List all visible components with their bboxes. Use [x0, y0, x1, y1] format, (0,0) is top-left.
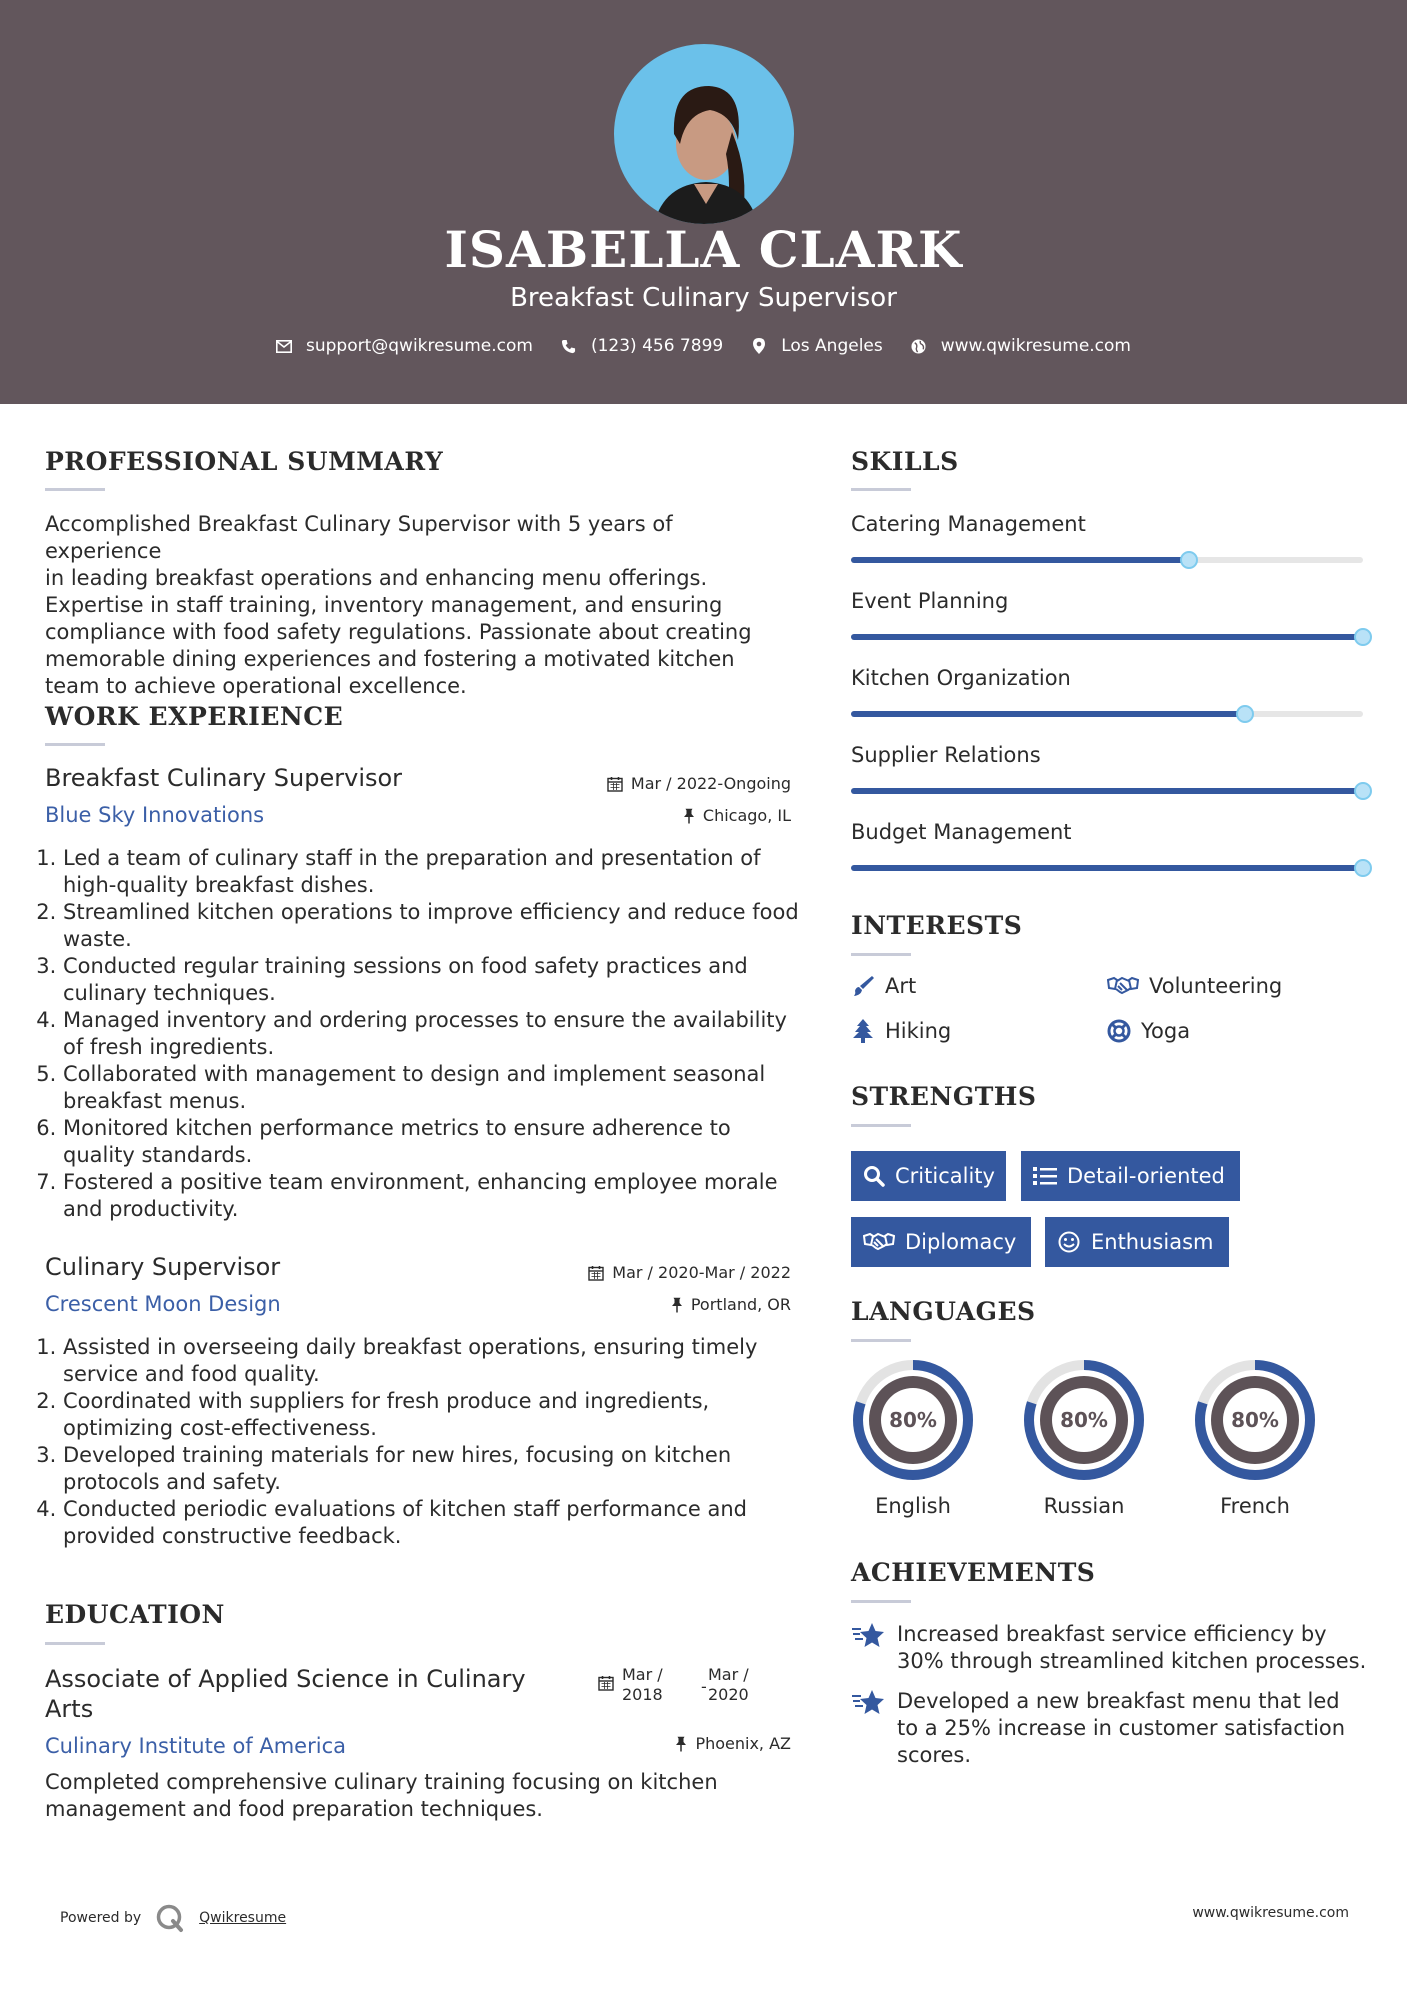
contact-bar	[0, 336, 1407, 356]
summary-line: memorable dining experiences and fostering a motivated kitchen	[45, 647, 735, 671]
location-text: Los Angeles	[781, 336, 883, 356]
list-item: 2. Streamlined kitchen operations to improve efficiency and reduce food waste.	[63, 899, 805, 953]
summary-line: Expertise in staff training, inventory management, and ensuring	[45, 593, 723, 617]
lifebuoy-icon	[1107, 1019, 1131, 1043]
skill-level-fill	[851, 788, 1363, 794]
education-description: Completed comprehensive culinary training focusing on kitchen management and food preparation techniques.	[45, 1770, 718, 1821]
strength-tag-detail-oriented: Detail-oriented	[1021, 1151, 1240, 1201]
skill-level-bar	[851, 788, 1363, 794]
skill-level-knob	[1354, 782, 1372, 800]
achievements-divider	[851, 1600, 911, 1603]
skill-level-fill	[851, 557, 1189, 563]
degree-title: Associate of Applied Science in Culinary Arts	[45, 1665, 526, 1723]
pushpin-icon	[683, 808, 695, 824]
skill-level-knob	[1180, 551, 1198, 569]
job-location: Portland, OR	[671, 1295, 791, 1314]
list-item: 4. Conducted periodic evaluations of kitchen staff performance and provided constructive feedback.	[63, 1496, 785, 1550]
interests-heading: INTERESTS	[851, 911, 1023, 940]
skill-level-bar	[851, 865, 1363, 871]
summary-line: in leading breakfast operations and enhancing menu offerings.	[45, 566, 708, 590]
interest-item-volunteering: Volunteering	[1107, 974, 1282, 998]
company-name[interactable]: Blue Sky Innovations	[45, 803, 265, 827]
skill-label: Catering Management	[851, 512, 1086, 536]
experience-divider	[45, 743, 105, 746]
achievement-item: Developed a new breakfast menu that led to a 25% increase in customer satisfaction scores.	[851, 1688, 1371, 1769]
language-label: Russian	[1043, 1494, 1125, 1518]
map-pin-icon	[751, 338, 767, 354]
summary-divider	[45, 488, 105, 491]
list-item: 1. Assisted in overseeing daily breakfast operations, ensuring timely service and food quality.	[63, 1334, 785, 1388]
skill-label: Supplier Relations	[851, 743, 1041, 767]
languages-heading: LANGUAGES	[851, 1297, 1036, 1326]
summary-line: compliance with food safety regulations. Passionate about creating	[45, 620, 752, 644]
language-gauge	[1022, 1358, 1146, 1486]
handshake-icon	[1107, 974, 1139, 998]
summary-text	[45, 511, 795, 700]
star-icon	[851, 1688, 885, 1718]
tree-icon	[851, 1019, 875, 1043]
language-gauge	[1193, 1358, 1317, 1486]
footer-website[interactable]: www.qwikresume.com	[1192, 1905, 1349, 1921]
summary-heading: PROFESSIONAL SUMMARY	[45, 447, 444, 476]
language-label: English	[875, 1494, 951, 1518]
skill-level-bar	[851, 634, 1363, 640]
languages-divider	[851, 1339, 911, 1342]
strengths-heading: STRENGTHS	[851, 1082, 1037, 1111]
language-percent: 80%	[1231, 1408, 1279, 1432]
list-item: 3. Developed training materials for new hires, focusing on kitchen protocols and safety.	[63, 1442, 785, 1496]
list-item: 6. Monitored kitchen performance metrics to ensure adherence to quality standards.	[63, 1115, 805, 1169]
list-item: 2. Coordinated with suppliers for fresh produce and ingredients, optimizing cost-effectiveness.	[63, 1388, 785, 1442]
skill-level-fill	[851, 634, 1363, 640]
strength-tag-criticality: Criticality	[851, 1151, 1006, 1201]
experience-heading: WORK EXPERIENCE	[45, 702, 344, 731]
paintbrush-icon	[851, 974, 875, 998]
school-name[interactable]: Culinary Institute of America	[45, 1734, 346, 1758]
skill-label: Kitchen Organization	[851, 666, 1071, 690]
achievement-item: Increased breakfast service efficiency by 30% through streamlined kitchen processes.	[851, 1621, 1371, 1675]
list-item: 5. Collaborated with management to design and implement seasonal breakfast menus.	[63, 1061, 805, 1115]
language-percent: 80%	[889, 1408, 937, 1432]
summary-line: team to achieve operational excellence.	[45, 674, 467, 698]
job-bullets	[45, 1334, 785, 1550]
interest-item-yoga: Yoga	[1107, 1019, 1190, 1043]
resume-header	[0, 0, 1407, 404]
skill-level-fill	[851, 711, 1245, 717]
strength-tag-diplomacy: Diplomacy	[851, 1217, 1031, 1267]
education-divider	[45, 1642, 105, 1645]
education-heading: EDUCATION	[45, 1600, 225, 1629]
list-item: 3. Conducted regular training sessions on food safety practices and culinary techniques.	[63, 953, 805, 1007]
skill-level-knob	[1354, 859, 1372, 877]
skill-level-knob	[1354, 628, 1372, 646]
contact-phone[interactable]	[561, 336, 723, 356]
skill-level-knob	[1236, 705, 1254, 723]
skill-level-bar	[851, 711, 1363, 717]
strengths-divider	[851, 1124, 911, 1127]
pushpin-icon	[671, 1297, 683, 1313]
interests-divider	[851, 953, 911, 956]
calendar-icon	[607, 776, 623, 792]
globe-icon	[911, 338, 927, 354]
contact-location	[751, 336, 883, 356]
profile-photo	[614, 44, 794, 224]
list-item: 1. Led a team of culinary staff in the preparation and presentation of high-quality breakfast dishes.	[63, 845, 805, 899]
interest-item-art: Art	[851, 974, 916, 998]
language-percent: 80%	[1060, 1408, 1108, 1432]
job-dates: Mar / 2020-Mar / 2022	[588, 1263, 791, 1282]
skill-level-bar	[851, 557, 1363, 563]
skill-level-fill	[851, 865, 1363, 871]
footer-powered-by: Powered by Qwikresume	[60, 1903, 286, 1933]
language-gauge	[851, 1358, 975, 1486]
list-item: 7. Fostered a positive team environment, enhancing employee morale and productivity.	[63, 1169, 805, 1223]
job-dates: Mar / 2022-Ongoing	[607, 774, 791, 793]
qwikresume-logo-icon	[155, 1903, 185, 1933]
edu-location: Phoenix, AZ	[675, 1734, 791, 1753]
edu-end-date: Mar / 2020	[708, 1665, 749, 1704]
edu-start-date: Mar / 2018	[622, 1665, 663, 1704]
date-separator: -	[701, 1677, 707, 1696]
pushpin-icon	[675, 1736, 687, 1752]
language-label: French	[1220, 1494, 1290, 1518]
achievements-heading: ACHIEVEMENTS	[851, 1558, 1096, 1587]
phone-icon	[561, 338, 577, 354]
company-name[interactable]: Crescent Moon Design	[45, 1292, 281, 1316]
smile-icon	[1057, 1230, 1081, 1254]
skills-divider	[851, 488, 911, 491]
handshake-icon	[863, 1230, 895, 1254]
job-title: Breakfast Culinary Supervisor	[45, 764, 403, 792]
skill-label: Event Planning	[851, 589, 1009, 613]
contact-website[interactable]	[911, 336, 1131, 356]
calendar-icon	[588, 1265, 604, 1281]
skill-label: Budget Management	[851, 820, 1072, 844]
candidate-title: Breakfast Culinary Supervisor	[510, 283, 897, 313]
interest-item-hiking: Hiking	[851, 1019, 951, 1043]
search-icon	[863, 1164, 885, 1188]
list-icon	[1033, 1164, 1057, 1188]
website-text[interactable]: www.qwikresume.com	[940, 336, 1131, 356]
phone-text[interactable]: (123) 456 7899	[590, 336, 724, 356]
strength-tag-enthusiasm: Enthusiasm	[1045, 1217, 1229, 1267]
candidate-name: ISABELLA CLARK	[444, 220, 963, 279]
qwikresume-link[interactable]: Qwikresume	[199, 1910, 287, 1926]
envelope-icon	[276, 338, 292, 354]
list-item: 4. Managed inventory and ordering processes to ensure the availability of fresh ingredients.	[63, 1007, 805, 1061]
skills-heading: SKILLS	[851, 447, 959, 476]
summary-line: Accomplished Breakfast Culinary Supervisor with 5 years of experience	[45, 512, 673, 563]
job-bullets	[45, 845, 805, 1223]
job-title: Culinary Supervisor	[45, 1253, 281, 1281]
contact-email[interactable]	[276, 336, 533, 356]
star-icon	[851, 1621, 885, 1651]
job-location: Chicago, IL	[683, 806, 791, 825]
email-text[interactable]: support@qwikresume.com	[306, 336, 533, 356]
calendar-icon	[598, 1675, 614, 1695]
